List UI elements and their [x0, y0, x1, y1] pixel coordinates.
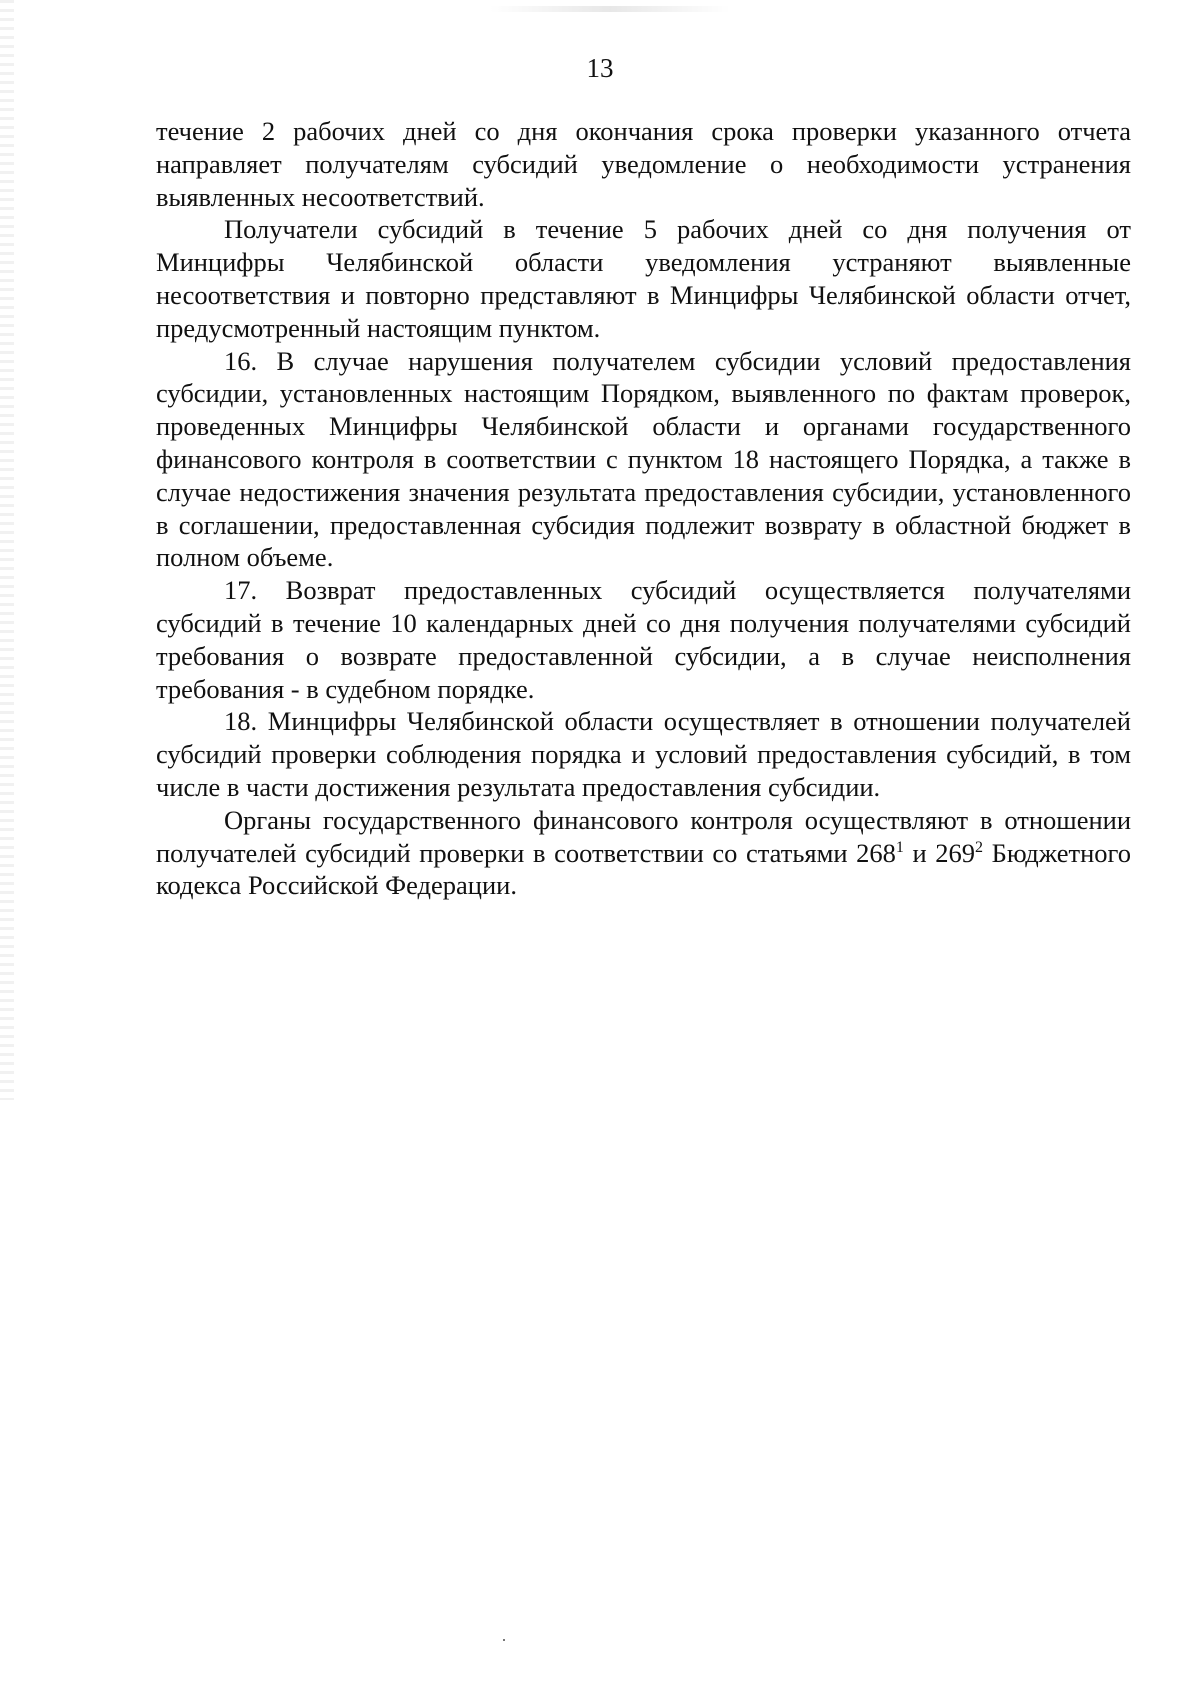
footnote-superscript-2: 2 — [975, 838, 984, 856]
paragraph-18: 18. Минцифры Челябинской области осуществляет в отношении получателей субсидий проверки соблюдения порядка и условий предоставления субсидий, в том числе в части достижения результата предоставления субсидии. — [156, 706, 1131, 802]
page-number: 13 — [586, 53, 614, 83]
scan-edge-artifact — [0, 0, 14, 1100]
paragraph-control-bodies-part1: Органы государственного финансового контроля осуществляют в отношении получателей субсидий проверки в соответствии со статьями 268 — [156, 804, 1131, 868]
paragraph-16: 16. В случае нарушения получателем субсидии условий предоставления субсидии, установленных настоящим Порядком, выявленного по фактам проверок, проведенных Минцифры Челябинской области и органами государственного финансового контроля в соответствии с пунктом 18 настоящего Порядка, а также в случае недостижения значения результата предоставления субсидии, установленного в соглашении, предоставленная субсидия подлежит возврату в областной бюджет в полном объеме. — [156, 345, 1131, 573]
paragraph-control-bodies-part3: Бюджетного кодекса Российской Федерации. — [156, 837, 1131, 901]
paragraph-17: 17. Возврат предоставленных субсидий осуществляется получателями субсидий в течение 10 календарных дней со дня получения получателями субсидий требования о возврате предоставленной субсидии, а в случае неисполнения требования - в судебном порядке. — [156, 575, 1131, 704]
paragraph-control-bodies — [156, 804, 1131, 902]
paragraph-control-bodies-part2: и 269 — [903, 837, 976, 868]
scan-dot-artifact — [503, 1639, 505, 1641]
footnote-superscript-1: 1 — [895, 838, 904, 856]
paragraph-recipients-correction: Получатели субсидий в течение 5 рабочих дней со дня получения от Минцифры Челябинской области уведомления устраняют выявленные несоответствия и повторно представляют в Минцифры Челябинской области отчет, предусмотренный настоящим пунктом. — [156, 214, 1131, 343]
document-body — [156, 115, 1131, 902]
scan-top-artifact — [490, 6, 730, 12]
paragraph-continuation: течение 2 рабочих дней со дня окончания срока проверки указанного отчета направляет получателям субсидий уведомление о необходимости устранения выявленных несоответствий. — [156, 116, 1131, 212]
